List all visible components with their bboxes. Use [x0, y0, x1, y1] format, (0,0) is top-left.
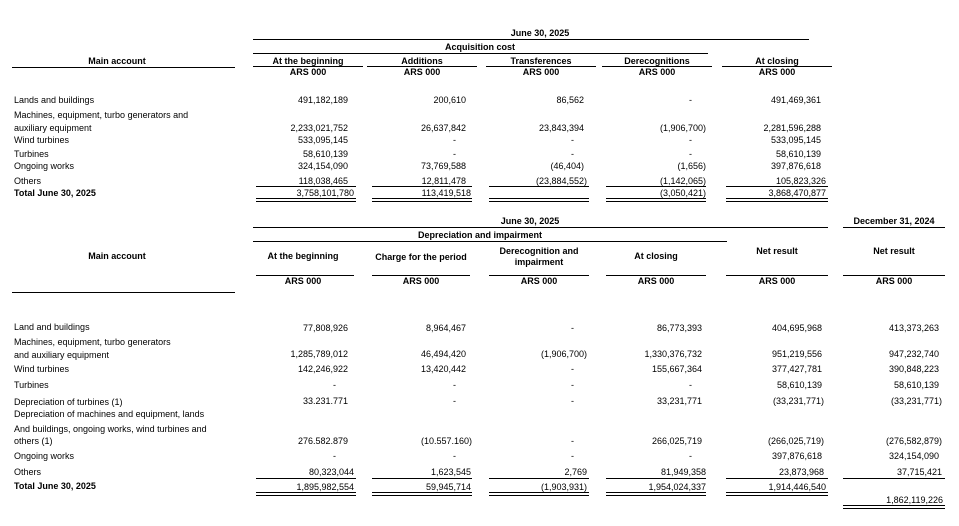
bottom-total-double-rule-2 — [489, 492, 589, 496]
bottom-period-rule — [253, 227, 828, 228]
bottom-total-double-rule-1 — [372, 492, 472, 496]
top-period-rule — [253, 39, 809, 40]
top-total-double-rule-0 — [256, 198, 356, 202]
bottom-subtotal-rule-4 — [726, 478, 828, 479]
bottom-subtotal-rule-3 — [606, 478, 706, 479]
bottom-subtotal-rule-0 — [256, 478, 356, 479]
top-subtotal-rule-1 — [372, 186, 472, 187]
top-group-rule — [253, 53, 708, 54]
bottom-total-double-rule-0 — [256, 492, 356, 496]
top-total-double-rule-1 — [372, 198, 472, 202]
top-subtotal-rule-4 — [726, 186, 828, 187]
top-subtotal-rule-0 — [256, 186, 356, 187]
top-total-double-rule-2 — [489, 198, 589, 202]
bottom-group-heading: Depreciation and impairment — [417, 230, 543, 240]
bottom-period2-rule — [843, 227, 945, 228]
bottom-total-double-rule-4 — [726, 492, 828, 496]
top-main-account-rule — [12, 67, 235, 68]
bottom-subtotal-rule-2 — [489, 478, 589, 479]
top-subtotal-rule-3 — [606, 186, 706, 187]
top-period-heading: June 30, 2025 — [510, 28, 570, 38]
bottom-period2-heading: December 31, 2024 — [853, 216, 935, 226]
top-total-double-rule-4 — [726, 198, 828, 202]
bottom-total-double-rule-3 — [606, 492, 706, 496]
bottom-main-account-header: Main account — [88, 251, 146, 261]
bottom-group-rule — [253, 241, 727, 242]
bottom-subtotal-rule-1 — [372, 478, 472, 479]
bottom-period-heading: June 30, 2025 — [500, 216, 560, 226]
top-total-double-rule-3 — [606, 198, 706, 202]
top-main-account-header: Main account — [88, 56, 146, 66]
top-group-heading: Acquisition cost — [444, 42, 515, 52]
bottom-main-account-rule — [12, 292, 235, 293]
top-subtotal-rule-2 — [489, 186, 589, 187]
bottom-total-double-rule-5 — [843, 505, 945, 509]
bottom-subtotal-rule-5 — [843, 478, 945, 479]
